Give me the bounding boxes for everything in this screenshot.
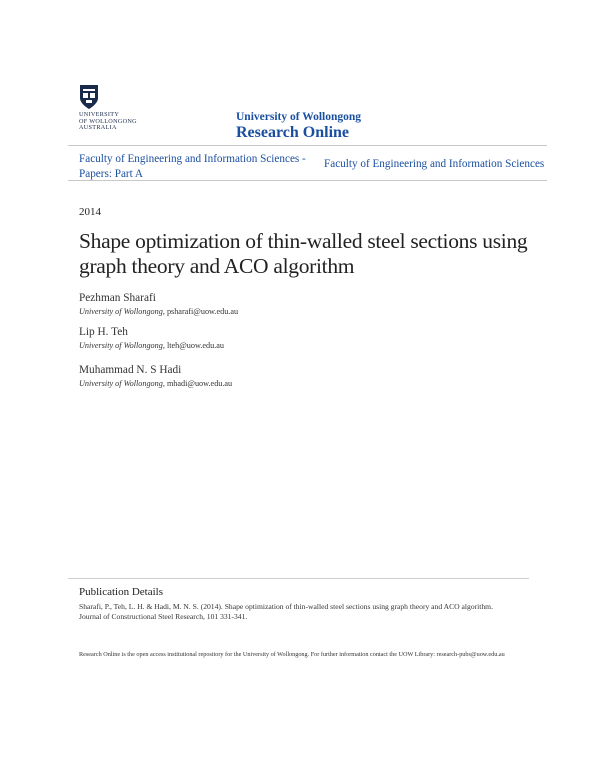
author-entry [79, 364, 232, 388]
faculty-link[interactable]: Faculty of Engineering and Information Sciences [324, 158, 545, 170]
university-name[interactable]: University of Wollongong [236, 111, 362, 123]
repository-header [236, 111, 361, 142]
author-affiliation [79, 341, 224, 350]
university-logo [79, 84, 149, 138]
affiliation-name: University of Wollongong [79, 307, 163, 316]
repository-footer-note: Research Online is the open access institutional repository for the University of Wollongong. For further information contact the UOW Library: research-pubs@uow.edu.au [79, 651, 505, 658]
header-divider-bottom [68, 180, 547, 181]
author-email[interactable]: , mhadi@uow.edu.au [162, 379, 233, 388]
author-email[interactable]: , lteh@uow.edu.au [162, 341, 224, 350]
author-affiliation [79, 307, 238, 316]
author-email[interactable]: , psharafi@uow.edu.au [162, 307, 239, 316]
university-logo-text: UNIVERSITY OF WOLLONGONG AUSTRALIA [79, 111, 137, 132]
collection-link[interactable]: Faculty of Engineering and Information Sciences - Papers: Part A [79, 153, 306, 180]
author-name: Muhammad N. S Hadi [79, 364, 182, 376]
publication-details-heading: Publication Details [79, 586, 164, 598]
author-affiliation [79, 379, 232, 388]
author-entry [79, 326, 224, 350]
repository-name[interactable]: Research Online [236, 124, 350, 141]
affiliation-name: University of Wollongong [79, 341, 163, 350]
author-entry [79, 292, 238, 316]
paper-title: Shape optimization of thin-walled steel sections using graph theory and ACO algorithm [79, 229, 528, 278]
author-name: Pezhman Sharafi [79, 292, 156, 304]
publication-divider [68, 578, 529, 579]
publication-details-text: Sharafi, P., Teh, L. H. & Hadi, M. N. S. (2014). Shape optimization of thin-walled steel sections using graph theory and ACO algorithm. Journal of Constructional Steel Research, 101 331-341. [79, 602, 493, 622]
author-name: Lip H. Teh [79, 326, 128, 338]
publication-year: 2014 [79, 206, 101, 218]
university-shield-icon [79, 84, 99, 110]
header-divider-top [68, 145, 547, 146]
affiliation-name: University of Wollongong [79, 379, 163, 388]
